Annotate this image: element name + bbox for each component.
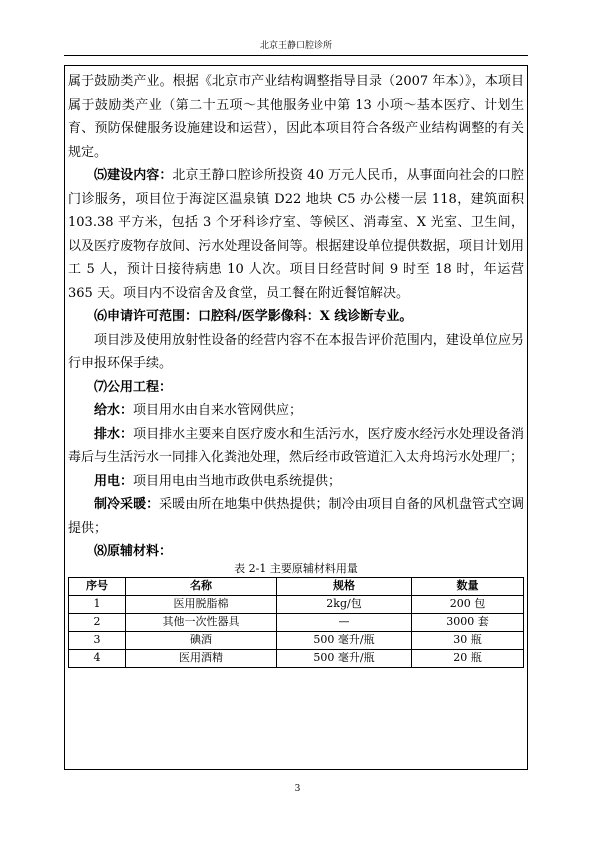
cell-name: 医用脱脂棉 — [126, 595, 277, 613]
electricity-label: 用电： — [94, 473, 134, 489]
cell-quantity: 3000 套 — [412, 613, 524, 631]
cell-index: 4 — [69, 649, 126, 667]
cell-name: 其他一次性器具 — [126, 613, 277, 631]
utilities-heading: ⑺公用工程： — [94, 379, 173, 395]
cell-spec: — — [277, 613, 412, 631]
paragraph-electricity — [68, 470, 524, 494]
drainage-label: 排水： — [94, 426, 134, 442]
cell-name: 碘酒 — [126, 631, 277, 649]
cell-name: 医用酒精 — [126, 649, 277, 667]
cell-index: 3 — [69, 631, 126, 649]
cell-quantity: 200 包 — [412, 595, 524, 613]
page-number: 3 — [294, 784, 301, 794]
paragraph-radiation-note: 项目涉及使用放射性设备的经营内容不在本报告评价范围内，建设单位应另行申报环保手续。 — [68, 332, 524, 371]
paragraph-materials-heading — [68, 540, 524, 564]
paragraph-drainage — [68, 423, 524, 470]
cell-spec: 500 毫升/瓶 — [277, 649, 412, 667]
license-scope-text: ⑹申请许可范围：口腔科/医学影像科：X 线诊断专业。 — [94, 309, 413, 324]
paragraph-heating-cooling — [68, 493, 524, 540]
table-title: 表 2-1 主要原辅材料用量 — [234, 561, 358, 575]
heating-cooling-label: 制冷采暖： — [94, 497, 160, 512]
table-row — [69, 613, 524, 631]
cell-index: 2 — [69, 613, 126, 631]
cell-quantity: 30 瓶 — [412, 631, 524, 649]
header-name: 名称 — [126, 577, 277, 595]
cell-index: 1 — [69, 595, 126, 613]
paragraph-water-supply — [68, 399, 524, 423]
construction-content-label: ⑸建设内容： — [94, 168, 173, 183]
drainage-text: 项目排水主要来自医疗废水和生活污水，医疗废水经污水处理设备消毒后与生活污水一同排入化粪池处理，然后经市政管道汇入太舟坞污水处理厂； — [68, 426, 524, 465]
water-supply-text: 项目用水由自来水管网供应； — [133, 403, 303, 418]
paragraph-industry-policy: 属于鼓励类产业。根据《北京市产业结构调整指导目录（2007 年本）》，本项目属于鼓励类产业（第二十五项～其他服务业中第 13 小项～基本医疗、计划生育、预防保健服务设施建设和运营），因此本项目符合各级产业结构调整的有关规定。 — [68, 74, 524, 160]
paragraph-utilities-heading — [68, 376, 524, 400]
cell-quantity: 20 瓶 — [412, 649, 524, 667]
header-quantity: 数量 — [412, 577, 524, 595]
cell-spec: 500 毫升/瓶 — [277, 631, 412, 649]
table-header-row — [69, 577, 524, 595]
materials-heading: ⑻原辅材料： — [94, 544, 173, 559]
heating-cooling-text: 采暖由所在地集中供热提供；制冷由项目自备的风机盘管式空调提供； — [68, 497, 524, 536]
table-row — [69, 595, 524, 613]
paragraph-license-scope — [68, 305, 524, 329]
header-index: 序号 — [69, 577, 126, 595]
table-row — [69, 649, 524, 667]
cell-spec: 2kg/包 — [277, 595, 412, 613]
document-body — [68, 70, 524, 668]
page-header: 北京王静口腔诊所 — [259, 41, 332, 51]
table-row — [69, 631, 524, 649]
water-supply-label: 给水： — [94, 403, 134, 418]
construction-content-text: 北京王静口腔诊所投资 40 万元人民币，从事面向社会的口腔门诊服务，项目位于海淀区温泉镇 D22 地块 C5 办公楼一层 118，建筑面积 103.38 平方米，包括 3 个牙科诊疗室、等候区、消毒室、X 光室、卫生间，以及医疗废物存放间、污水处理设备间等。根据建设单位提供数据，项目计划用工 5 人，预计日接待病患 10 人次。项目日经营时间 9 时至 18 时，年运营 365 天。项目内不设宿舍及食堂，员工餐在附近餐馆解决。 — [68, 168, 524, 301]
header-spec: 规格 — [277, 577, 412, 595]
header-rule — [64, 55, 528, 56]
materials-table — [68, 577, 524, 668]
electricity-text: 项目用电由当地市政供电系统提供； — [133, 473, 342, 489]
paragraph-construction-content — [68, 164, 524, 305]
